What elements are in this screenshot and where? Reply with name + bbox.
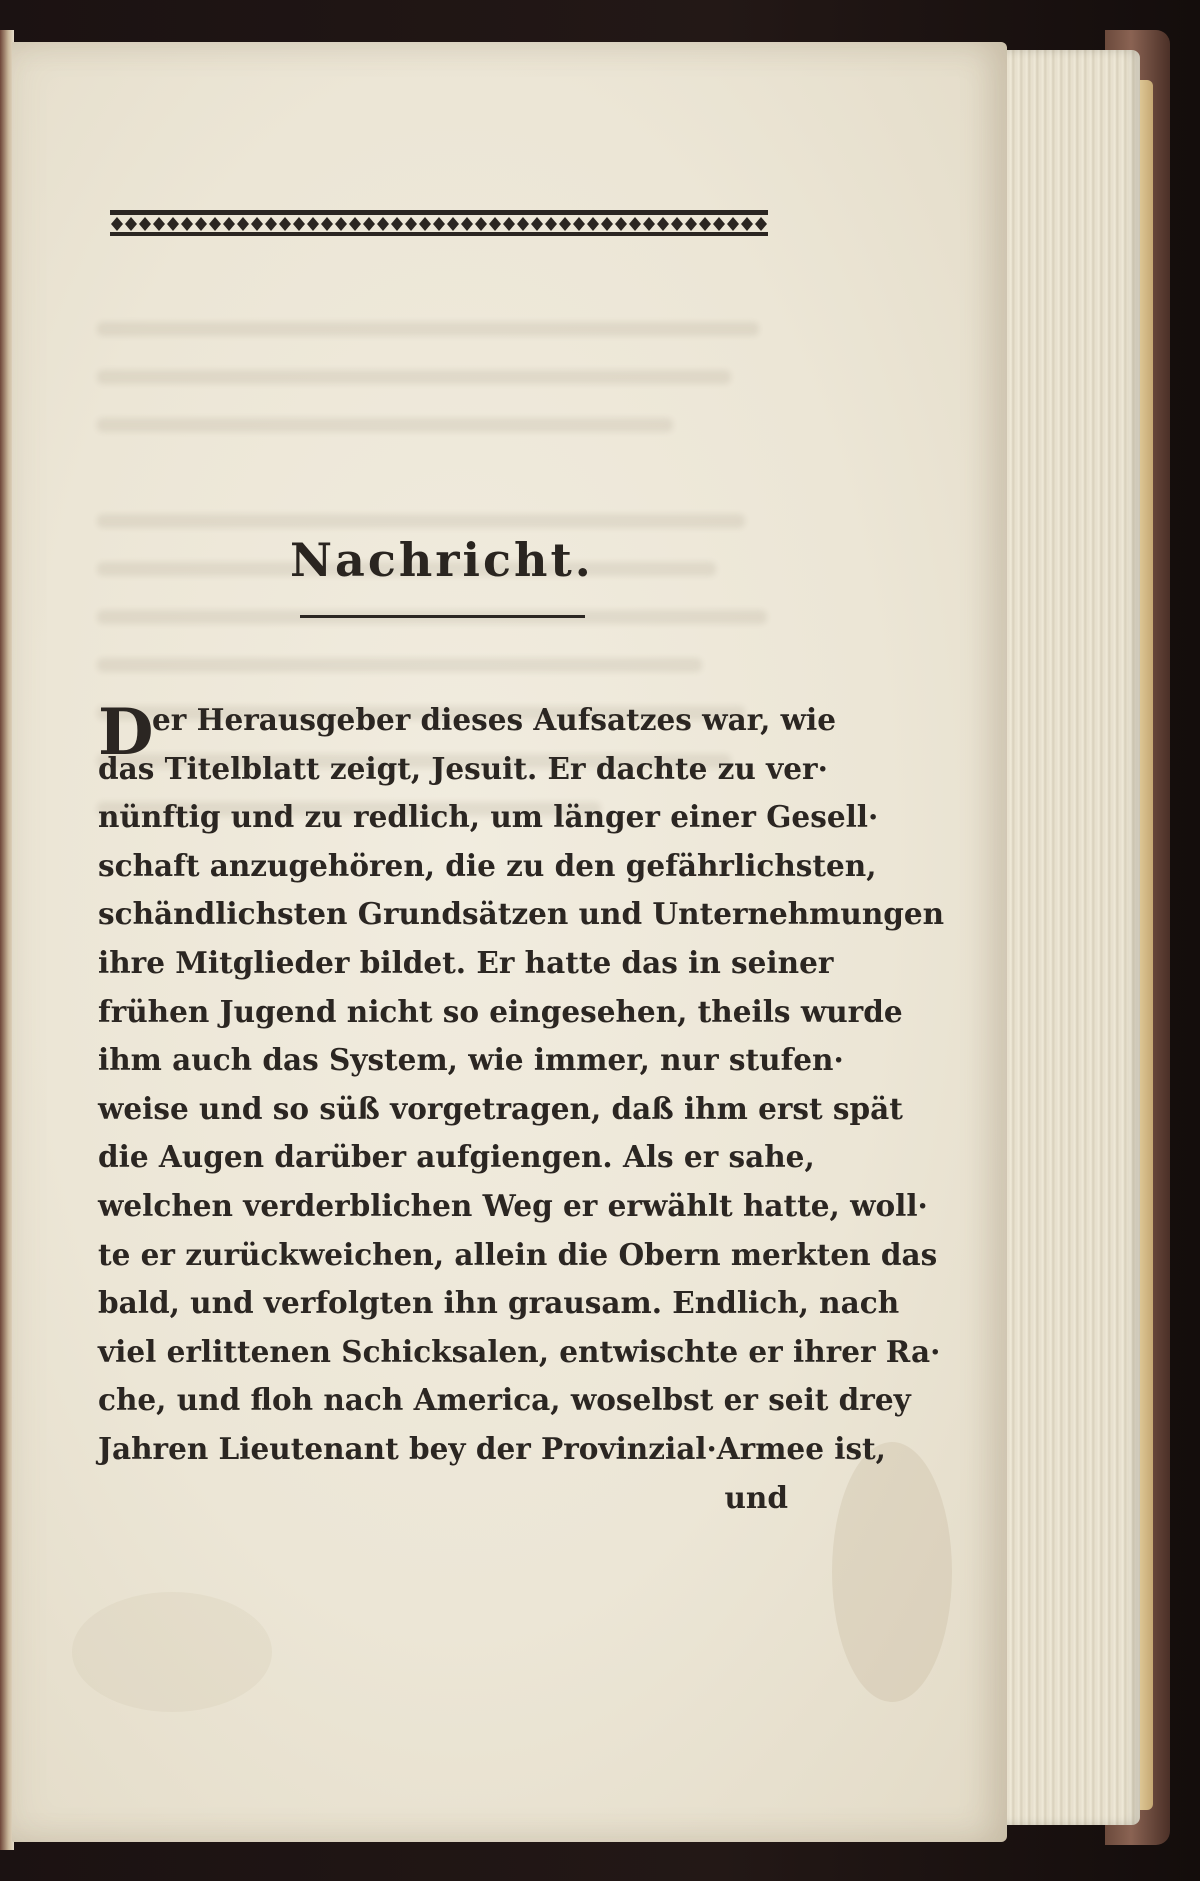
printers-ornament (110, 207, 768, 237)
drop-cap: D (98, 695, 154, 770)
text-line: nünftig und zu redlich, um länger einer Gesell· (98, 799, 879, 835)
text-line: ihm auch das System, wie immer, nur stufen· (98, 1042, 844, 1078)
text-line: welchen verderblichen Weg er erwählt hatte, woll· (98, 1187, 928, 1223)
ornament-band-icon (110, 207, 768, 237)
text-line: bald, und verfolgten ihn grausam. Endlich, nach (98, 1285, 900, 1321)
paper-stain (72, 1592, 272, 1712)
body-paragraph (98, 696, 945, 1522)
text-line: die Augen darüber aufgiengen. Als er sahe, (98, 1139, 815, 1175)
catchword: und (724, 1479, 788, 1515)
text-line: Jahren Lieutenant bey der Provinzial·Armee ist, (98, 1430, 886, 1466)
text-line: er Herausgeber dieses Aufsatzes war, wie (152, 702, 836, 737)
text-line: ihre Mitglieder bildet. Er hatte das in seiner (98, 944, 834, 980)
heading-rule (300, 615, 585, 618)
page-heading: Nachricht. (290, 533, 594, 587)
text-line: schändlichsten Grundsätzen und Unternehmungen (98, 896, 945, 932)
text-line: che, und floh nach America, woselbst er seit drey (98, 1382, 911, 1418)
page-stack-edges (1000, 50, 1140, 1825)
text-line: das Titelblatt zeigt, Jesuit. Er dachte zu ver· (98, 750, 828, 786)
text-line: te er zurückweichen, allein die Obern merkten das (98, 1236, 938, 1272)
text-line: schaft anzugehören, die zu den gefährlichsten, (98, 847, 877, 883)
text-line: weise und so süß vorgetragen, daß ihm erst spät (98, 1090, 903, 1126)
text-line: frühen Jugend nicht so eingesehen, theils wurde (98, 993, 903, 1029)
text-line: viel erlittenen Schicksalen, entwischte er ihrer Ra· (98, 1333, 941, 1369)
paper-stain (832, 1442, 952, 1702)
